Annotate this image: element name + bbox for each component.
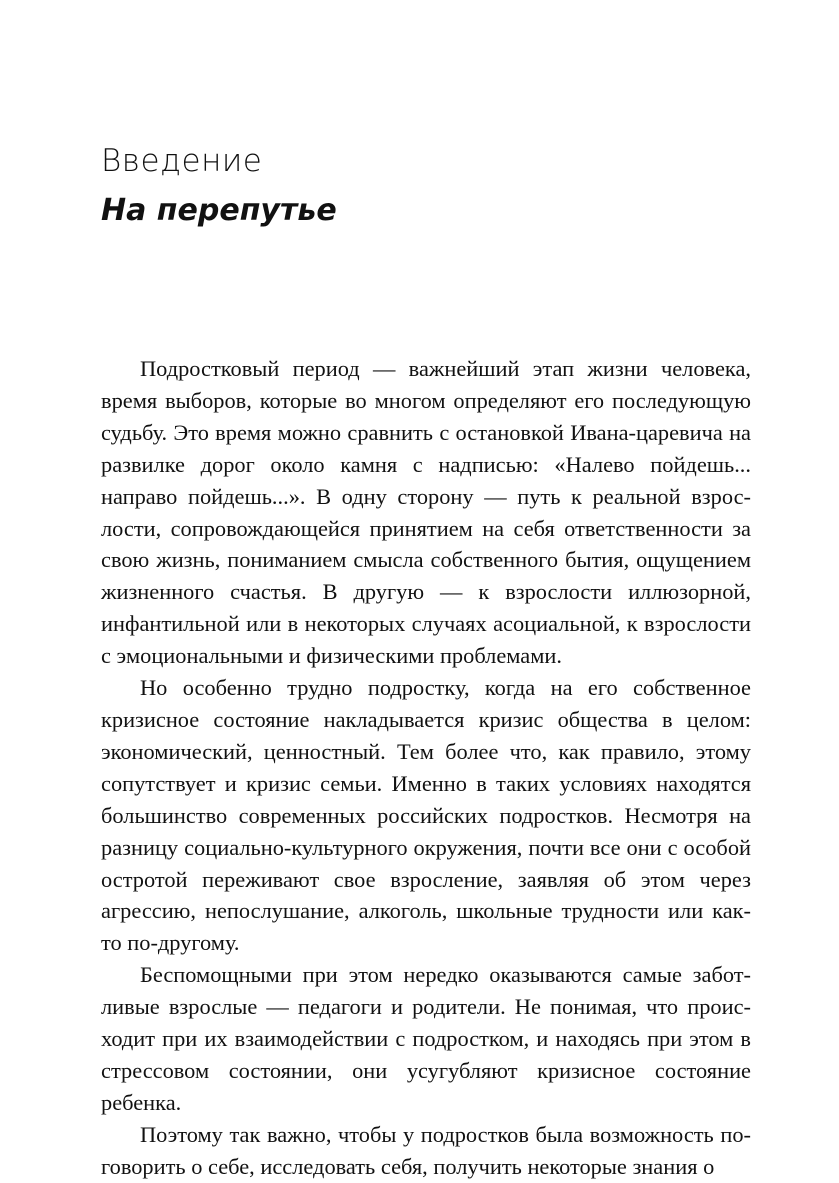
body-text <box>101 353 751 1183</box>
chapter-label: Введение <box>101 143 263 179</box>
chapter-heading <box>101 140 751 232</box>
paragraph: Поэтому так важно, чтобы у подростков была возможность поговорить о себе, исследовать себя, получить некоторые знания о <box>101 1121 751 1179</box>
paragraph: Подростковый период — важнейший этап жизни человека, время выборов, которые во многом определяют его последующую судьбу. Это время можно сравнить с остановкой Ивана-царевича на развилке дорог около камня с надписью: «Налево пойдешь... направо пойдешь...». В одну сторону — путь к реальной взрослости, сопровождающейся принятием на себя ответственности за свою жизнь, пониманием смысла собственного бытия, ощущением жизненного счастья. В другую — к взрослости иллюзорной, инфантильной или в некоторых случаях асоциальной, к взрослости с эмоциональными и физическими проблемами. <box>101 356 751 669</box>
paragraph: Но особенно трудно подростку, когда на его собственное кризисное состояние накладывается кризис общества в целом: экономический, ценностный. Тем более что, как правило, этому сопутствует и кризис семьи. Именно в таких условиях находятся большинство современных российских подростков. Несмотря на разницу социально-культурного окружения, почти все они с особой остротой переживают свое взросление, заявляя об этом через агрессию, непослушание, алкоголь, школьные трудности или как-то по-другому. <box>101 675 751 956</box>
chapter-title: На перепутье <box>101 193 337 228</box>
paragraph: Беспомощными при этом нередко оказываются самые заботливые взрослые — педагоги и родители. Не понимая, что происходит при их взаимодействии с подростком, и находясь при этом в стрессовом состоянии, они усугубляют кризисное состояние ребенка. <box>101 962 751 1115</box>
